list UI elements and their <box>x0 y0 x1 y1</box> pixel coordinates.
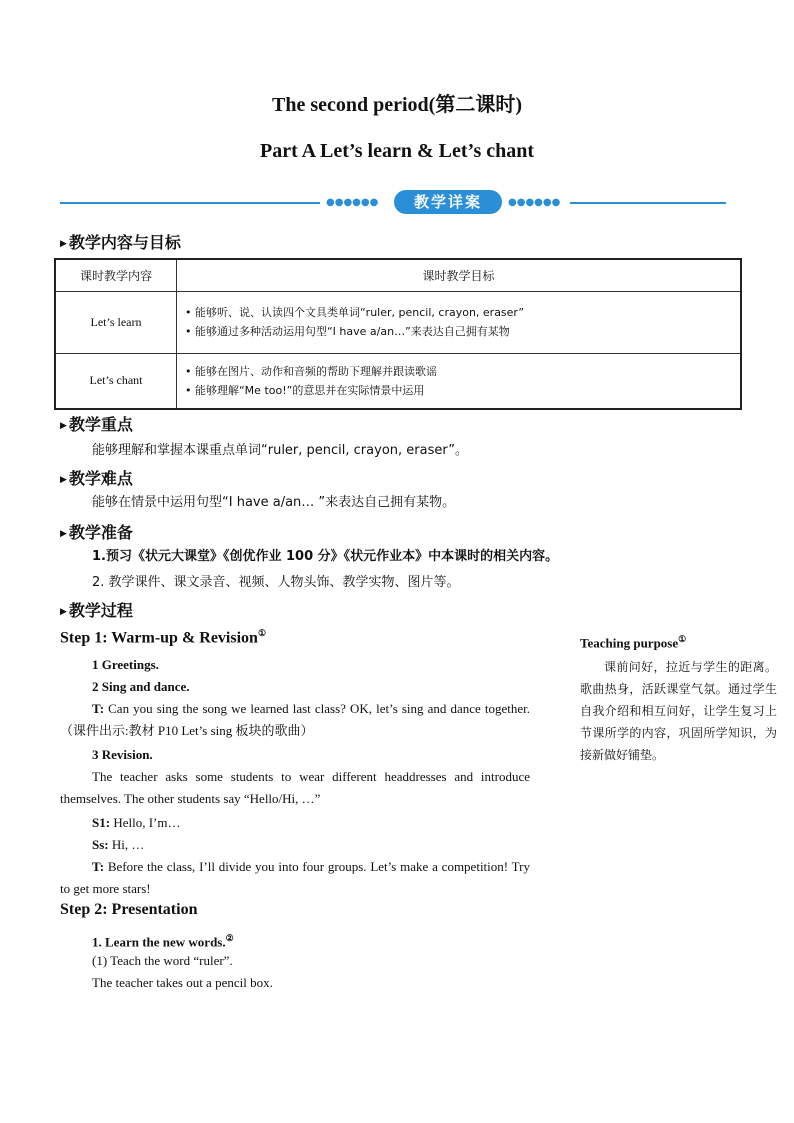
key-points-text: 能够理解和掌握本课重点单词“ruler, pencil, crayon, eraser”。 <box>92 443 468 458</box>
page-subtitle: Part A Let’s learn & Let’s chant <box>259 140 535 162</box>
section-heading-difficulties: ▶ 教学难点 <box>60 469 133 488</box>
teach-ruler-item: (1) Teach the word “ruler”. <box>92 953 233 968</box>
triangle-icon: ▶ <box>60 606 67 617</box>
speaker-label: S1: <box>92 815 111 830</box>
section-banner <box>60 190 726 216</box>
step1-heading: Step 1: Warm-up & Revision① <box>60 628 267 647</box>
table-row <box>55 291 741 353</box>
learn-words-item: 1. Learn the new words.② <box>92 933 234 950</box>
banner-line-left <box>60 202 320 204</box>
table-cell-goals <box>177 353 742 409</box>
speaker-label: T: <box>92 701 105 716</box>
goal-line: • 能够理解“Me too!”的意思并在实际情景中运用 <box>185 383 425 397</box>
banner-dots-left: ●●●●●● <box>326 197 379 208</box>
teacher-line-1: T: Can you sing the song we learned last class? OK, let’s sing and dance together. （课件出示:教材 P10 Let’s sing 板块的歌曲） <box>60 701 530 738</box>
goal-line: • 能够通过多种活动运用句型“I have a/an…”来表达自己拥有某物 <box>185 325 510 338</box>
speaker-label: Ss: <box>92 837 109 852</box>
triangle-icon: ▶ <box>60 420 67 431</box>
section-heading-preparation: ▶ 教学准备 <box>60 523 133 542</box>
triangle-icon: ▶ <box>60 238 67 249</box>
section-heading-key-points: ▶ 教学重点 <box>60 415 133 434</box>
banner-label: 教学详案 <box>394 190 502 214</box>
triangle-icon: ▶ <box>60 474 67 485</box>
table-cell-content: Let’s learn <box>55 291 177 353</box>
triangle-icon: ▶ <box>60 528 67 539</box>
preparation-item: 1.预习《状元大课堂》《创优作业 100 分》《状元作业本》中本课时的相关内容。 <box>92 549 559 564</box>
footnote-marker: ② <box>225 933 234 943</box>
difficulties-text: 能够在情景中运用句型“I have a/an… ”来表达自己拥有某物。 <box>92 495 456 510</box>
table-header-row <box>55 259 741 291</box>
table-cell-content: Let’s chant <box>55 353 177 409</box>
student-line: S1: Hello, I’m… <box>92 815 181 830</box>
speaker-label: T: <box>92 859 105 874</box>
revision-item: 3 Revision. <box>92 747 153 762</box>
teacher-action-text: The teacher takes out a pencil box. <box>92 975 273 990</box>
footnote-marker: ① <box>257 628 267 638</box>
table-header-cell: 课时教学目标 <box>177 259 742 291</box>
section-heading-process: ▶ 教学过程 <box>60 601 133 620</box>
goal-line: • 能够听、说、认读四个文具类单词“ruler, pencil, crayon, eraser” <box>185 306 525 319</box>
preparation-item: 2. 教学课件、课文录音、视频、人物头饰、教学实物、图片等。 <box>92 575 460 590</box>
goal-line: • 能够在图片、动作和音频的帮助下理解并跟读歌谣 <box>185 364 437 378</box>
revision-text: The teacher asks some students to wear different headdresses and introduce themselves. The other students say “Hello/Hi, …” <box>60 769 530 806</box>
sing-item: 2 Sing and dance. <box>92 679 190 694</box>
banner-dots-right: ●●●●●● <box>508 197 561 208</box>
students-line: Ss: Hi, … <box>92 837 145 852</box>
sidebar-text: 课前问好，拉近与学生的距离。歌曲热身，活跃课堂气氛。通过学生自我介绍和相互问好，让学生复习上节课所学的内容，巩固所学知识，为接新做好铺垫。 <box>580 660 777 762</box>
footnote-marker: ① <box>678 634 687 644</box>
section-heading-content-goals: ▶ 教学内容与目标 <box>60 233 181 252</box>
banner-line-right <box>570 202 726 204</box>
sidebar-heading: Teaching purpose① <box>580 634 687 651</box>
table-header-cell: 课时教学内容 <box>55 259 177 291</box>
page-title: The second period(第二课时) <box>272 94 522 116</box>
step2-heading: Step 2: Presentation <box>60 901 198 918</box>
greetings-item: 1 Greetings. <box>92 657 159 672</box>
table-row <box>55 353 741 409</box>
table-cell-goals <box>177 291 742 353</box>
teacher-line-2: T: Before the class, I’ll divide you into four groups. Let’s make a competition! Try to get more stars! <box>60 859 530 896</box>
goals-table <box>54 258 742 410</box>
